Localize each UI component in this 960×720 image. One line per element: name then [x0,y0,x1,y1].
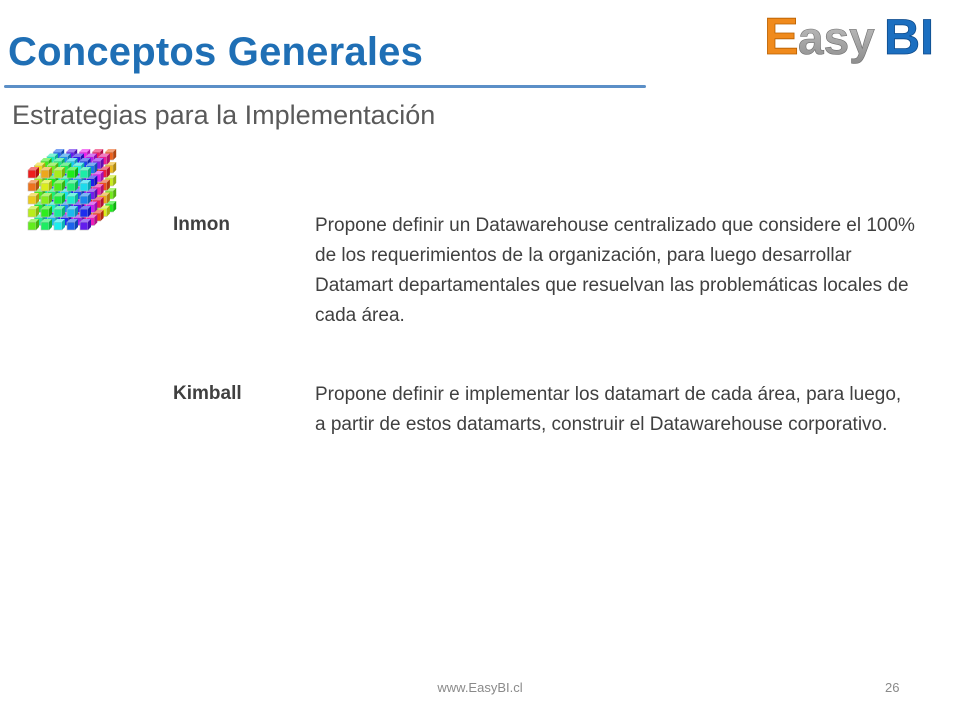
strategy-name-kimball: Kimball [173,383,242,404]
easybi-logo [762,4,942,66]
cube-cell [41,206,52,217]
cube-cell [54,219,65,230]
cube-cell [67,219,78,230]
strategy-description-kimball: Propone definir e implementar los datamart de cada área, para luego, a partir de estos datamarts, construir el Datawarehouse corporativo. [315,384,902,435]
cube-cell [80,206,91,217]
cube-cell [54,193,65,204]
slide-title: Conceptos Generales [8,30,424,74]
cube-cell [41,180,52,191]
logo-letter-e: E [764,8,799,66]
cube-cell [80,193,91,204]
cube-cell [54,167,65,178]
cube-cell [41,219,52,230]
cube-cell [41,167,52,178]
footer-url: www.EasyBI.cl [437,680,523,695]
logo-letters-bi: BI [884,9,934,65]
cube-cell [67,206,78,217]
logo-letters-asy: asy [798,12,875,64]
page-number: 26 [885,680,900,695]
cube-cell [28,167,39,178]
slide-subtitle: Estrategias para la Implementación [12,100,436,130]
cube-cell [28,206,39,217]
cube-cell [67,193,78,204]
strategy-description-inmon: Propone definir un Datawarehouse centralizado que considere el 100% de los requerimientos de la organización, para luego desarrollar Datamart departamentales que resuelvan las problemáticas locales de cada área. [315,215,915,326]
cube-cell [67,167,78,178]
cube-cell [41,193,52,204]
cube-cell [80,219,91,230]
strategy-name-inmon: Inmon [173,214,230,235]
cube-cell [67,180,78,191]
cube-cell [28,180,39,191]
cube-cell [54,180,65,191]
cube-cell [80,167,91,178]
title-underline [4,85,646,88]
data-cube-icon [18,146,122,250]
cube-cell [28,193,39,204]
cube-cell [54,206,65,217]
cube-cell [28,219,39,230]
cube-cell [80,180,91,191]
